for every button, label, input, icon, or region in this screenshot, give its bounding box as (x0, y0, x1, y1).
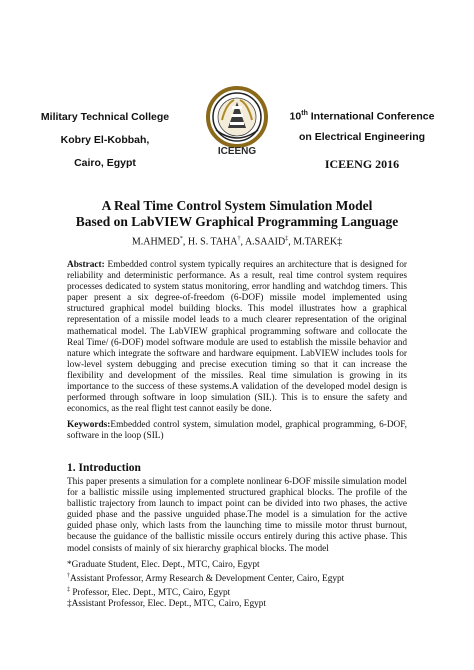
keywords-paragraph (67, 420, 407, 442)
conference-ordinal-suffix: th (301, 110, 308, 117)
footnote-2-text: Assistant Professor, Army Research & Development Center, Cairo, Egypt (70, 574, 345, 585)
author-list: M.AHMED*, H. S. TAHA†, A.SAAID‡, M.TAREK‡ (131, 236, 343, 248)
institution-district: Kobry El-Kobbah, (60, 134, 150, 146)
conference-name-line2: on Electrical Engineering (298, 130, 426, 143)
author-4: M.TAREK‡ (293, 236, 343, 248)
author-2-mark: † (237, 236, 241, 242)
keywords-text: Embedded control system, simulation model, graphical programming, 6-DOF, software in the loop (SIL) (67, 420, 407, 442)
keywords-label: Keywords: (67, 420, 111, 430)
author-1: M.AHMED (131, 236, 180, 248)
conference-name: International Conference (307, 110, 435, 123)
footnote-4: ‡Assistant Professor, Elec. Dept., MTC, Cairo, Egypt (67, 599, 266, 610)
conference-code: ICEENG 2016 (324, 156, 400, 171)
footnote-3-text: Professor, Elec. Dept., MTC, Cairo, Egypt (70, 588, 231, 599)
institution-city: Cairo, Egypt (74, 157, 136, 169)
conference-header (282, 104, 442, 174)
conference-name-line1 (282, 104, 442, 127)
abstract-paragraph (67, 260, 407, 415)
abstract-label: Abstract: (67, 260, 105, 270)
paper-title-line2: Based on LabVIEW Graphical Programming Language (75, 214, 399, 229)
footnote-3-mark: ‡ (67, 587, 70, 594)
introduction-paragraph: This paper presents a simulation for a complete nonlinear 6-DOF missile simulation model for a ballistic missile using implemented structured graphical blocks. The profile of the ballistic trajectory from launch to impact point can be divided into two phases, the active guided phase and the passive unguided phase.The model is a simulation for the active guided phase only, which lasts from the launching time to missile motor thrust burnout, because the guidance of the ballistic missile occurs entirely during this active phase. This model consists of mainly of six hierarchy graphical blocks. The model (67, 477, 407, 554)
abstract-text: Embedded control system typically requires an architecture that is designed for reliability and deterministic performance. As a result, real time control system requires processes dedicated to system status monitoring, error handling and watchdog timers. This paper present a six degree-of-freedom (6-DOF) missile model implemented using structured graphical model building blocks. This model illustrates how a graphical representation of a missile model leads to a much clearer representation of the original mathematical model. The LabVIEW graphical programming software and collocate the Real Time/ (6-DOF) model software module are used to establish the missile behavior and nature which integrate the software and hardware equipment. LabVIEW includes tools for low-level system debugging and precise execution timing so that it can increase the flexibility and development of the missiles. Real time simulation is growing in its importance to the success of these systems.A validation of the developed model design is performed through software in loop simulation (SIL). This is to ensure the safety and economics, as the real flight test cannot easily be done. (67, 260, 407, 415)
conference-logo (204, 84, 270, 160)
paper-title (40, 198, 434, 230)
footnote-2 (67, 571, 407, 585)
footnotes (67, 560, 407, 611)
institution-header (20, 106, 190, 175)
paper-title-line1: A Real Time Control System Simulation Model (101, 198, 373, 213)
logo-text: ICEENG (217, 146, 257, 157)
author-2: H. S. TAHA (187, 236, 238, 248)
footnote-2-mark: † (67, 573, 70, 580)
author-3-mark: ‡ (285, 236, 289, 242)
conference-ordinal: 10 (289, 110, 302, 123)
section-heading-introduction: 1. Introduction (67, 462, 141, 474)
footnote-3 (67, 585, 407, 599)
author-1-mark: * (179, 236, 183, 242)
footnote-1: *Graduate Student, Elec. Dept., MTC, Cairo, Egypt (67, 560, 260, 570)
author-3: A.SAAID (244, 236, 286, 248)
institution-name: Military Technical College (40, 111, 170, 123)
